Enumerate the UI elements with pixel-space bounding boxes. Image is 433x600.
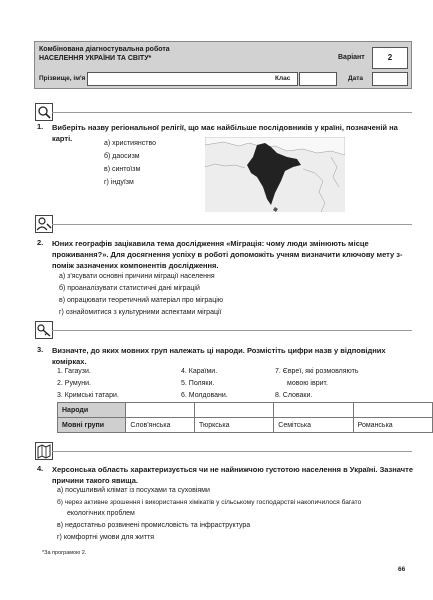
key-icon bbox=[35, 321, 53, 339]
footnote: *За програмою 2. bbox=[42, 550, 87, 556]
q4-option-a[interactable]: а) посушливий клімат із посухами та суховіями bbox=[57, 487, 210, 494]
q1-text: Виберіть назву регіональної релігії, що має найбільше послідовників у країні, позначеній на карті. bbox=[52, 123, 398, 143]
separator-line bbox=[52, 112, 412, 113]
table-group-semitic: Семітська bbox=[274, 418, 353, 433]
q2-text: Юних географів зацікавила тема дослідження «Міграція: чому люди змінюють місце проживання?». Для досягнення успіху в роботі допоможіть учням визначити ключову мету з-поміж зазначених компонентів дослідження. bbox=[52, 239, 403, 270]
header-title bbox=[39, 45, 269, 63]
q2-option-b[interactable]: б) проаналізувати статистичні дані міграцій bbox=[59, 285, 200, 292]
q3-number: 3. bbox=[37, 345, 44, 354]
variant-label: Варіант bbox=[338, 54, 365, 61]
name-label: Прізвище, ім'я bbox=[39, 75, 86, 82]
q4-text: Херсонська область характеризується чи не найнижчою густотою населення в Україні. Зазначте причини такого явища. bbox=[52, 465, 413, 485]
header-title-line1: Комбінована діагностувальна робота bbox=[39, 46, 170, 53]
q3-people-8: 8. Словаки. bbox=[275, 392, 313, 399]
q4-number: 4. bbox=[37, 464, 44, 473]
separator-line bbox=[52, 224, 412, 225]
magnifier-icon bbox=[35, 103, 53, 121]
q3-people-7-cont: мовою іврит. bbox=[287, 380, 328, 387]
q4-option-d[interactable]: г) комфортні умови для життя bbox=[57, 534, 155, 541]
person-search-icon bbox=[35, 215, 53, 233]
q1-number: 1. bbox=[37, 122, 44, 131]
table-answer-cell[interactable] bbox=[274, 403, 353, 418]
q2-number: 2. bbox=[37, 238, 44, 247]
country-map bbox=[205, 137, 345, 212]
q4-option-b-cont: екологічних проблем bbox=[67, 510, 135, 517]
map-icon bbox=[35, 442, 53, 460]
separator-line bbox=[52, 451, 412, 452]
header-title-line2: НАСЕЛЕННЯ УКРАЇНИ ТА СВІТУ* bbox=[39, 55, 152, 62]
answer-table bbox=[57, 402, 433, 433]
class-field[interactable] bbox=[299, 72, 337, 86]
header-box bbox=[34, 41, 412, 89]
table-answer-cell[interactable] bbox=[126, 403, 195, 418]
table-header-peoples: Народи bbox=[58, 403, 126, 418]
q3-text: Визначте, до яких мовних груп належать ці народи. Розмістіть цифри назв у відповідних комірках. bbox=[52, 346, 386, 366]
table-group-romance: Романська bbox=[353, 418, 432, 433]
date-field[interactable] bbox=[372, 72, 408, 86]
q2-option-d[interactable]: г) ознайомитися з культурними аспектами міграції bbox=[59, 309, 222, 316]
page-number: 66 bbox=[398, 566, 406, 573]
class-label: Клас bbox=[275, 75, 291, 82]
table-group-turkic: Тюркська bbox=[195, 418, 274, 433]
q4-option-c[interactable]: в) недостатньо розвинені промисловість та інфраструктура bbox=[57, 522, 251, 529]
q3-people-3: 3. Кримські татари. bbox=[57, 392, 119, 399]
q3-people-6: 6. Молдовани. bbox=[181, 392, 228, 399]
q1-option-c[interactable]: в) синтоїзм bbox=[104, 166, 141, 173]
date-label: Дата bbox=[348, 75, 364, 82]
variant-value: 2 bbox=[372, 47, 408, 69]
q3-people-4: 4. Караїми. bbox=[181, 368, 218, 375]
q2-option-a[interactable]: а) з'ясувати основні причини міграції населення bbox=[59, 273, 215, 280]
table-row bbox=[58, 418, 433, 433]
separator-line bbox=[52, 330, 412, 331]
q4-option-b[interactable]: б) через активне зрошення і використання хімікатів у сільському господарстві накопичилося багато bbox=[57, 499, 362, 506]
q2-option-c[interactable]: в) опрацювати теоретичний матеріал про міграцію bbox=[59, 297, 224, 304]
q3-people-7: 7. Євреї, які розмовляють bbox=[275, 368, 359, 375]
table-header-language-groups: Мовні групи bbox=[58, 418, 126, 433]
q1-option-d[interactable]: г) індуїзм bbox=[104, 179, 134, 186]
table-row bbox=[58, 403, 433, 418]
table-group-slavic: Слов'янська bbox=[126, 418, 195, 433]
q3-people-2: 2. Румуни. bbox=[57, 380, 91, 387]
q1-option-a[interactable]: а) християнство bbox=[104, 140, 156, 147]
table-answer-cell[interactable] bbox=[353, 403, 432, 418]
q3-people-5: 5. Поляки. bbox=[181, 380, 215, 387]
q3-people-1: 1. Гагаузи. bbox=[57, 368, 91, 375]
q1-option-b[interactable]: б) даосизм bbox=[104, 153, 140, 160]
name-field[interactable] bbox=[87, 72, 298, 86]
table-answer-cell[interactable] bbox=[195, 403, 274, 418]
